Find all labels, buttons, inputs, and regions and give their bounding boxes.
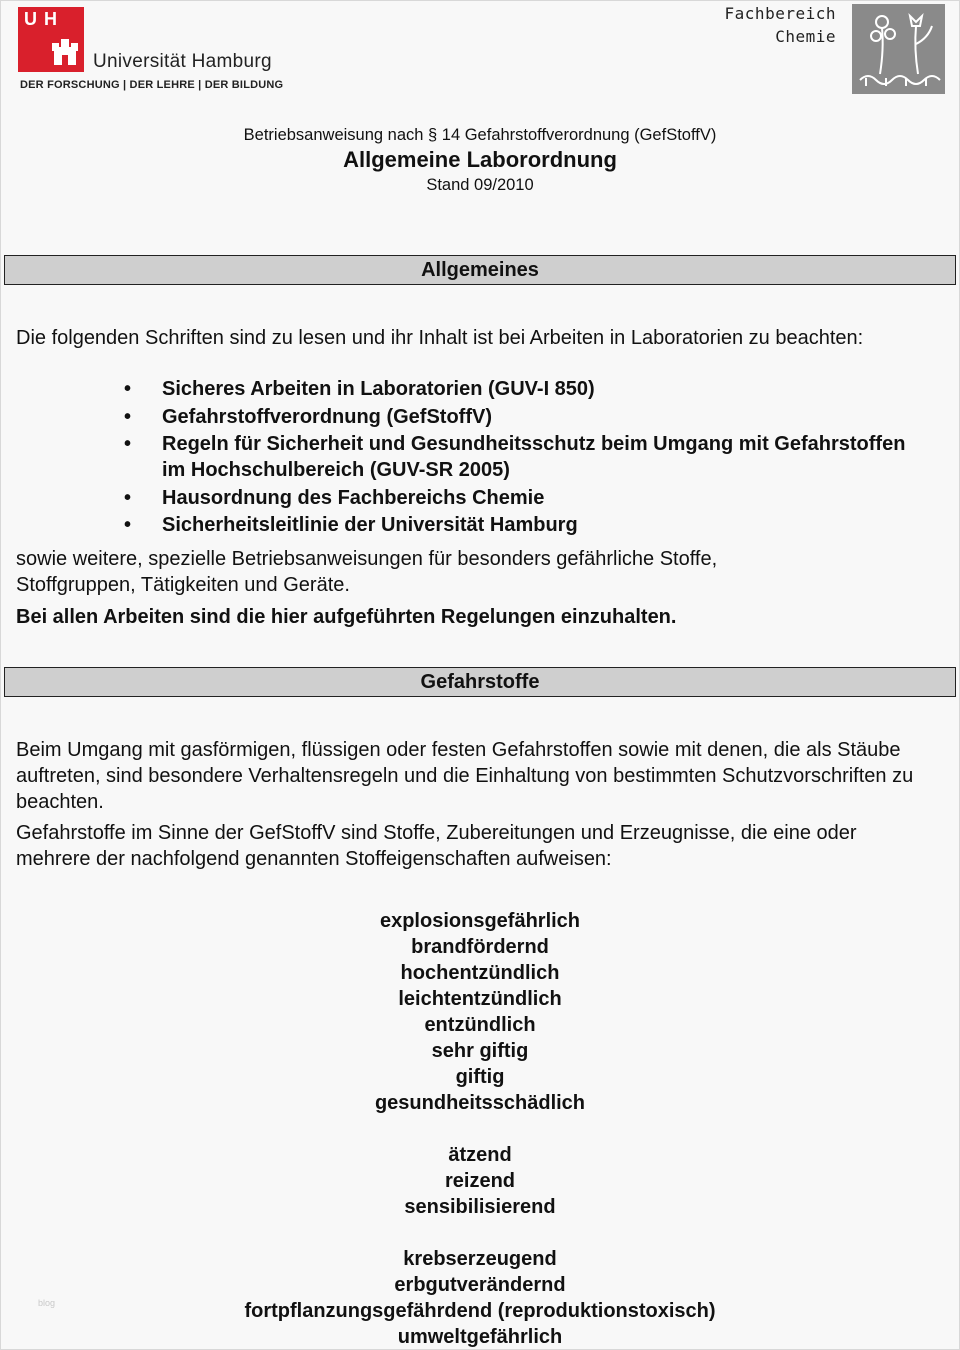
castle-icon xyxy=(52,37,78,67)
hazard-property: reizend xyxy=(444,1170,516,1192)
list-item: • Sicheres Arbeiten in Laboratorien (GUV-I 850) xyxy=(120,376,920,402)
hazard-property: fortpflanzungsgefährdend (reproduktionstoxisch) xyxy=(244,1300,716,1322)
list-spacer xyxy=(0,1220,960,1246)
list-spacer xyxy=(0,1116,960,1142)
university-tagline: DER FORSCHUNG | DER LEHRE | DER BILDUNG xyxy=(20,79,284,91)
additional-instructions-paragraph: sowie weitere, spezielle Betriebsanweisungen für besonders gefährliche Stoffe, Stoffgruppen, Tätigkeiten und Geräte. xyxy=(16,548,718,596)
section-heading-gefahrstoffe: Gefahrstoffe xyxy=(4,667,956,697)
university-logo xyxy=(18,7,288,95)
document-date: Stand 09/2010 xyxy=(426,176,534,194)
rule-statement: Bei allen Arbeiten sind die hier aufgeführten Regelungen einzuhalten. xyxy=(16,606,677,628)
document-title: Allgemeine Laborordnung xyxy=(343,147,617,172)
university-name: Universität Hamburg xyxy=(93,51,272,72)
hazard-property: gesundheitsschädlich xyxy=(374,1092,586,1114)
department-line2: Chemie xyxy=(775,27,836,46)
document-subtitle: Betriebsanweisung nach § 14 Gefahrstoffverordnung (GefStoffV) xyxy=(243,126,717,144)
list-item: • Hausordnung des Fachbereichs Chemie xyxy=(120,485,920,511)
hazard-property: umweltgefährlich xyxy=(397,1326,563,1348)
uhh-logo-mark xyxy=(18,7,84,72)
hazard-properties-list xyxy=(0,908,960,1350)
intro-paragraph: Die folgenden Schriften sind zu lesen und ihr Inhalt ist bei Arbeiten in Laboratorien zu beachten: xyxy=(16,327,864,349)
hazard-property: sensibilisierend xyxy=(404,1196,556,1218)
department-name xyxy=(725,2,836,48)
hazard-property: leichtentzündlich xyxy=(398,988,562,1010)
watermark: blog xyxy=(38,1298,56,1308)
hazard-property: brandfördernd xyxy=(411,936,549,958)
department-line1: Fachbereich xyxy=(724,4,836,23)
hazard-property: krebserzeugend xyxy=(403,1248,557,1270)
list-item: • Regeln für Sicherheit und Gesundheitsschutz beim Umgang mit Gefahrstoffen im Hochschulbereich (GUV-SR 2005) xyxy=(120,431,920,483)
list-item: • Sicherheitsleitlinie der Universität Hamburg xyxy=(120,512,920,538)
section-heading-allgemeines: Allgemeines xyxy=(4,255,956,285)
hazard-property: hochentzündlich xyxy=(400,962,560,984)
hazard-property: sehr giftig xyxy=(431,1040,529,1062)
hazard-property: giftig xyxy=(455,1066,505,1088)
hazard-property: entzündlich xyxy=(424,1014,536,1036)
hazard-property: explosionsgefährlich xyxy=(379,910,581,932)
required-documents-list xyxy=(120,376,920,540)
hazard-property: ätzend xyxy=(448,1144,512,1166)
hazard-handling-paragraph: Beim Umgang mit gasförmigen, flüssigen oder festen Gefahrstoffen sowie mit denen, die als Stäube auftreten, sind besondere Verhaltensregeln und die Einhaltung von bestimmten Schutzvorschriften zu beachten. xyxy=(16,739,914,813)
plant-emblem-icon xyxy=(852,4,945,94)
department-logo xyxy=(852,4,945,94)
hazard-definition-paragraph: Gefahrstoffe im Sinne der GefStoffV sind Stoffe, Zubereitungen und Erzeugnisse, die eine oder mehrere der nachfolgend genannten Stoffeigenschaften aufweisen: xyxy=(16,822,857,870)
list-item: • Gefahrstoffverordnung (GefStoffV) xyxy=(120,404,920,430)
hazard-property: erbgutverändernd xyxy=(394,1274,566,1296)
uhh-letters: U H xyxy=(24,9,58,29)
document-title-block xyxy=(0,124,960,196)
